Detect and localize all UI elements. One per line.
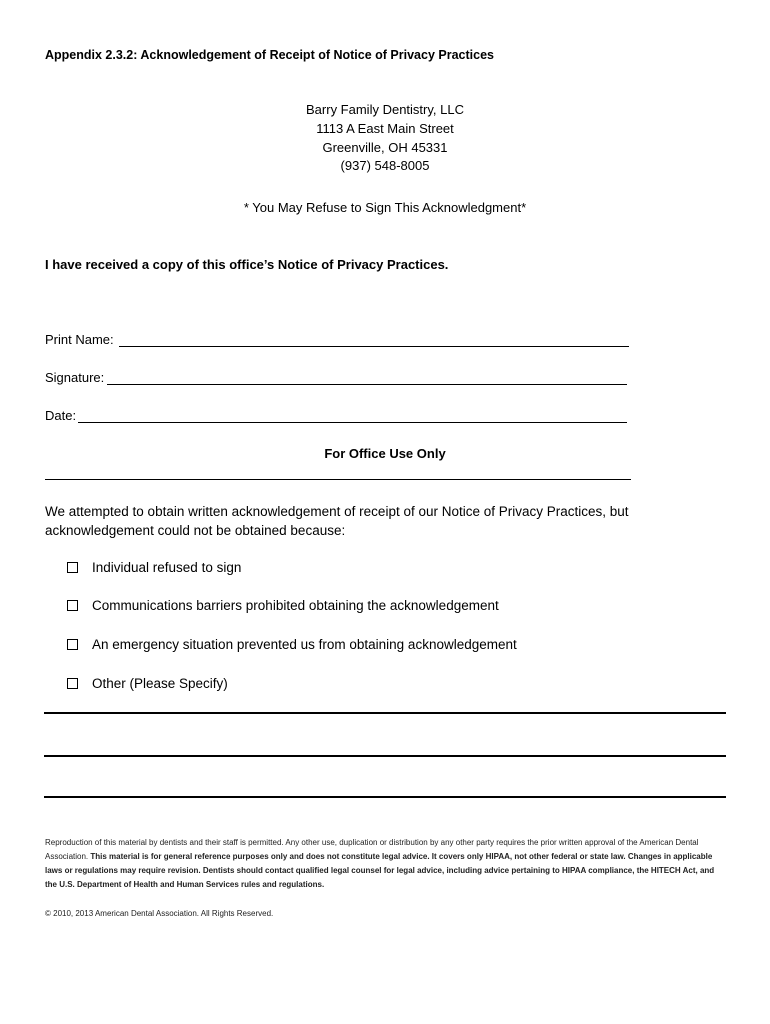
checkbox-communications[interactable] [67, 600, 78, 611]
refuse-notice: * You May Refuse to Sign This Acknowledgment* [243, 200, 527, 215]
checkbox-other[interactable] [67, 678, 78, 689]
checkbox-row-other[interactable] [67, 676, 228, 691]
practice-phone: (937) 548-8005 [340, 158, 430, 173]
checkbox-label: Other (Please Specify) [92, 676, 228, 691]
date-label: Date: [45, 408, 77, 423]
footer-legal-text: This material is for general reference purposes only and does not constitute legal advice. It covers only HIPAA, not other federal or state law. Changes in applicable laws or regulations may require revision. Dentists should contact qualified legal counsel for legal advice, including advice pertaining to HIPAA compliance, the HITECH Act, and the U.S. Department of Health and Human Services rules and regulations. [45, 852, 715, 889]
date-line[interactable] [78, 422, 627, 423]
checkbox-label: Communications barriers prohibited obtaining the acknowledgement [92, 598, 499, 613]
checkbox-emergency[interactable] [67, 639, 78, 650]
attempt-text: We attempted to obtain written acknowledgement of receipt of our Notice of Privacy Practices, but acknowledgement could not be obtained because: [45, 504, 629, 538]
checkbox-refused[interactable] [67, 562, 78, 573]
specify-line-3[interactable] [44, 796, 726, 798]
practice-city: Greenville, OH 45331 [322, 140, 448, 155]
signature-label: Signature: [45, 370, 105, 385]
footer-disclaimer [45, 836, 725, 892]
checkbox-row-emergency[interactable] [67, 637, 517, 652]
received-statement: I have received a copy of this office’s Notice of Privacy Practices. [45, 257, 449, 272]
practice-street: 1113 A East Main Street [316, 121, 454, 136]
footer-reproduction-text: Reproduction of this material by dentists and their staff is permitted. Any other use, duplication or distribution by any other party requires the prior written approval of the American Dental Association. [45, 838, 699, 861]
signature-line[interactable] [107, 384, 627, 385]
print-name-line[interactable] [119, 346, 629, 347]
office-use-divider [45, 479, 631, 480]
page-title: Appendix 2.3.2: Acknowledgement of Receipt of Notice of Privacy Practices [45, 48, 494, 62]
checkbox-row-communications[interactable] [67, 598, 499, 613]
specify-line-2[interactable] [44, 755, 726, 757]
checkbox-row-refused[interactable] [67, 560, 241, 575]
practice-name: Barry Family Dentistry, LLC [306, 102, 464, 117]
footer-copyright: © 2010, 2013 American Dental Association. All Rights Reserved. [45, 909, 274, 918]
print-name-label: Print Name: [45, 332, 114, 347]
specify-line-1[interactable] [44, 712, 726, 714]
checkbox-label: Individual refused to sign [92, 560, 242, 575]
office-use-heading: For Office Use Only [324, 446, 446, 461]
checkbox-label: An emergency situation prevented us from obtaining acknowledgement [92, 637, 517, 652]
